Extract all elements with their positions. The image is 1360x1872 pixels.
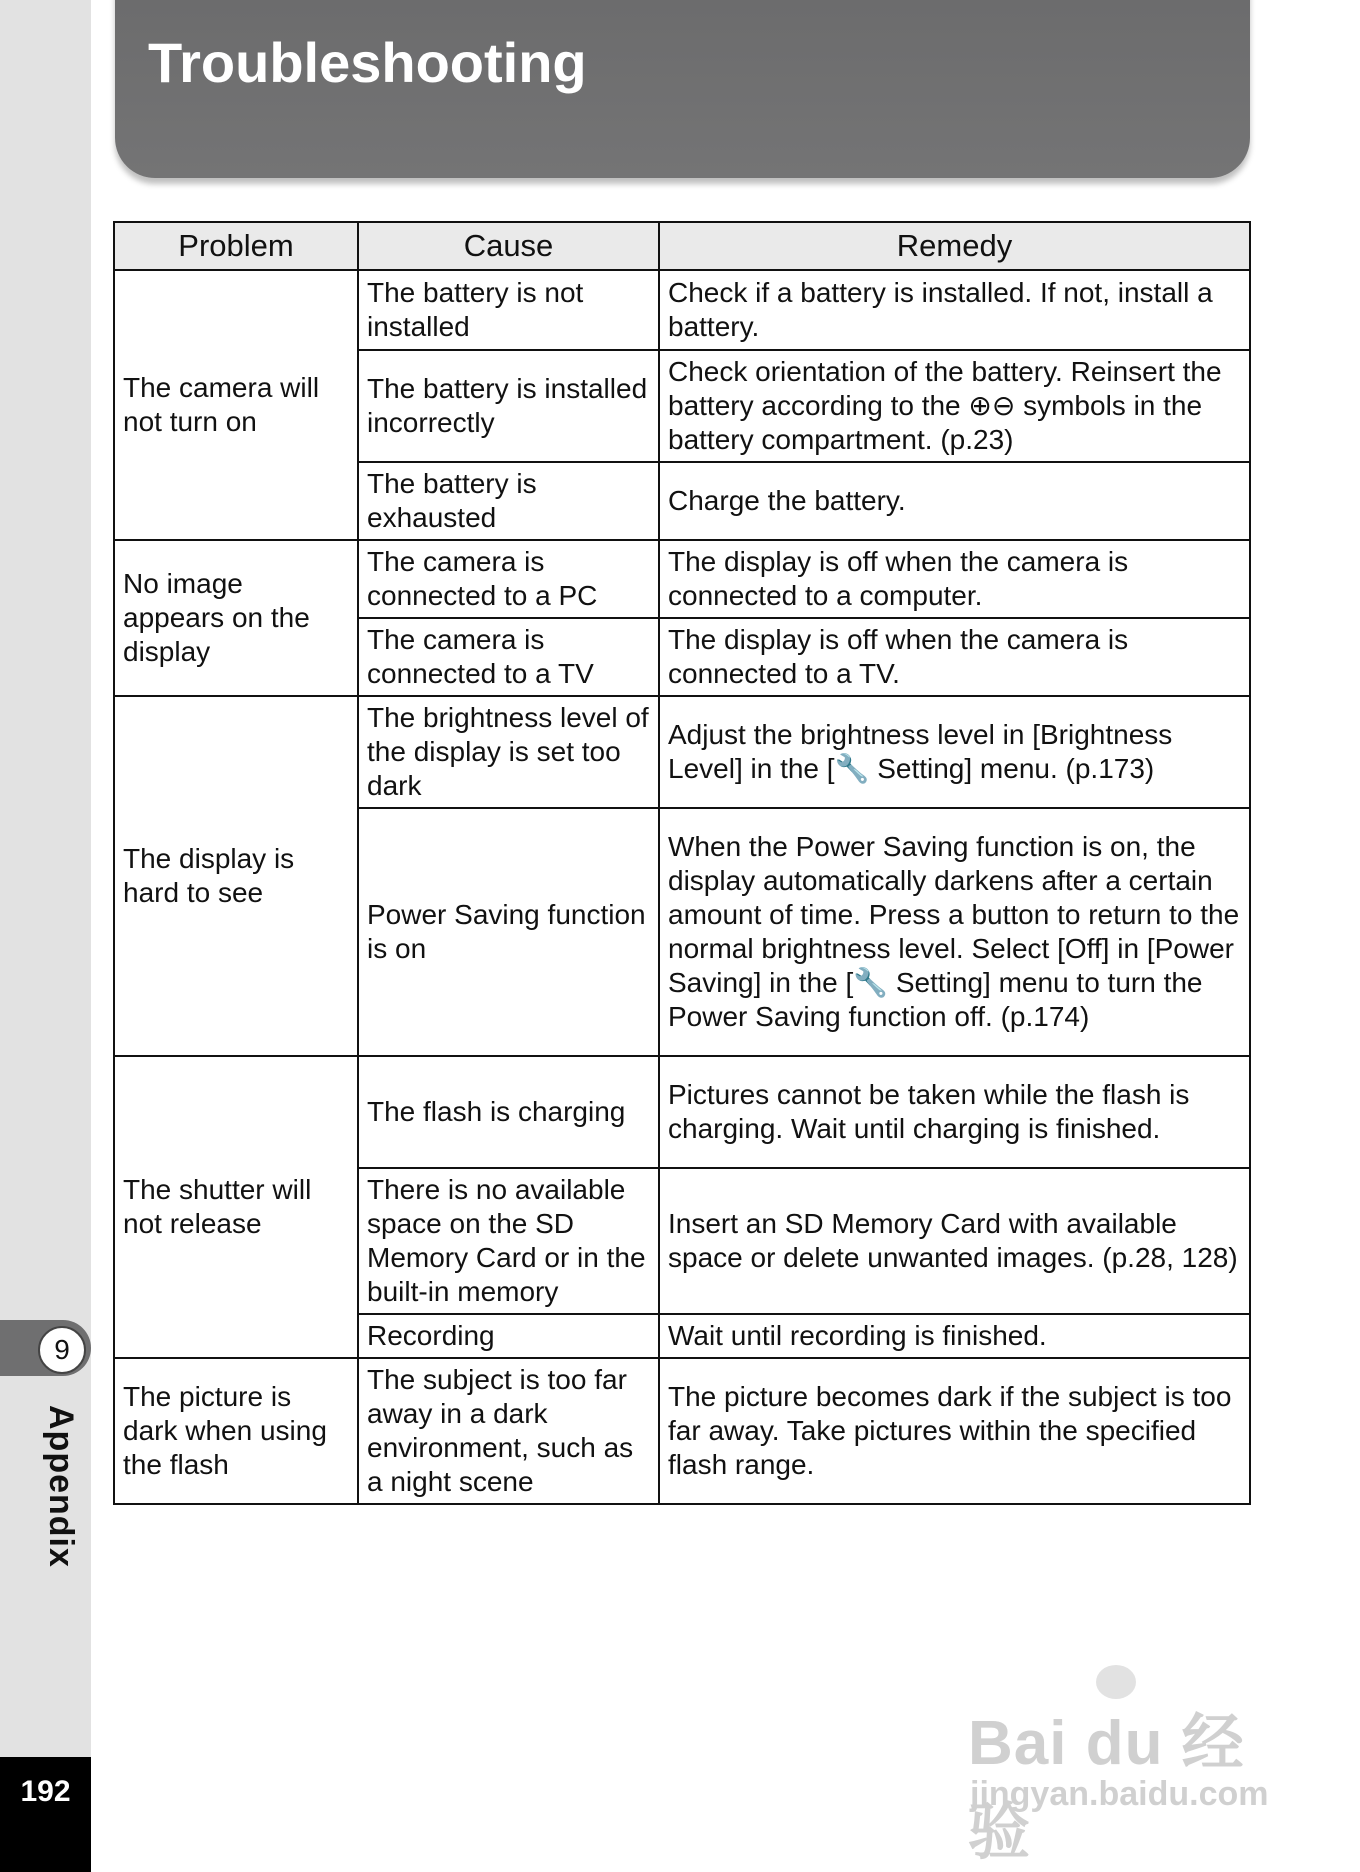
problem-cell: The display is hard to see	[114, 696, 358, 1056]
chapter-label: Appendix	[42, 1405, 80, 1568]
problem-cell: No image appears on the display	[114, 540, 358, 696]
side-strip	[0, 0, 91, 1872]
remedy-cell: Adjust the brightness level in [Brightness Level] in the [🔧 Setting] menu. (p.173)	[659, 696, 1250, 808]
remedy-cell: The display is off when the camera is connected to a TV.	[659, 618, 1250, 696]
table-row	[114, 540, 1250, 618]
header-problem: Problem	[114, 222, 358, 270]
header-remedy: Remedy	[659, 222, 1250, 270]
table-row	[114, 1358, 1250, 1504]
cause-cell: The flash is charging	[358, 1056, 659, 1168]
table-header-row	[114, 222, 1250, 270]
table-row	[114, 696, 1250, 808]
remedy-cell: Check orientation of the battery. Reinsert the battery according to the ⊕⊖ symbols in the battery compartment. (p.23)	[659, 350, 1250, 462]
remedy-cell: Insert an SD Memory Card with available space or delete unwanted images. (p.28, 128)	[659, 1168, 1250, 1314]
page-title: Troubleshooting	[148, 31, 587, 94]
cause-cell: The battery is not installed	[358, 270, 659, 350]
table-row	[114, 1056, 1250, 1168]
cause-cell: Recording	[358, 1314, 659, 1358]
remedy-cell: The picture becomes dark if the subject is too far away. Take pictures within the specified flash range.	[659, 1358, 1250, 1504]
cause-cell: The subject is too far away in a dark environment, such as a night scene	[358, 1358, 659, 1504]
chapter-number: 9	[38, 1326, 86, 1374]
remedy-cell: The display is off when the camera is connected to a computer.	[659, 540, 1250, 618]
problem-cell: The shutter will not release	[114, 1056, 358, 1358]
cause-cell: There is no available space on the SD Memory Card or in the built-in memory	[358, 1168, 659, 1314]
cause-cell: The camera is connected to a TV	[358, 618, 659, 696]
watermark-url: jingyan.baidu.com	[970, 1775, 1269, 1813]
cause-cell: The brightness level of the display is set too dark	[358, 696, 659, 808]
watermark	[968, 1665, 1288, 1867]
problem-cell: The camera will not turn on	[114, 270, 358, 540]
header-cause: Cause	[358, 222, 659, 270]
watermark-logo: Bai du 经验	[968, 1709, 1245, 1867]
cause-cell: Power Saving function is on	[358, 808, 659, 1056]
remedy-cell: When the Power Saving function is on, the display automatically darkens after a certain amount of time. Press a button to return to the normal brightness level. Select [Off] in [Power Saving] in the [🔧 Setting] menu to turn the Power Saving function off. (p.174)	[659, 808, 1250, 1056]
troubleshooting-table	[113, 221, 1251, 1505]
page-number: 192	[20, 1775, 71, 1808]
problem-cell: The picture is dark when using the flash	[114, 1358, 358, 1504]
remedy-cell: Pictures cannot be taken while the flash is charging. Wait until charging is finished.	[659, 1056, 1250, 1168]
remedy-cell: Check if a battery is installed. If not, install a battery.	[659, 270, 1250, 350]
cause-cell: The battery is installed incorrectly	[358, 350, 659, 462]
table-row	[114, 270, 1250, 350]
cause-cell: The battery is exhausted	[358, 462, 659, 540]
cause-cell: The camera is connected to a PC	[358, 540, 659, 618]
remedy-cell: Wait until recording is finished.	[659, 1314, 1250, 1358]
remedy-cell: Charge the battery.	[659, 462, 1250, 540]
